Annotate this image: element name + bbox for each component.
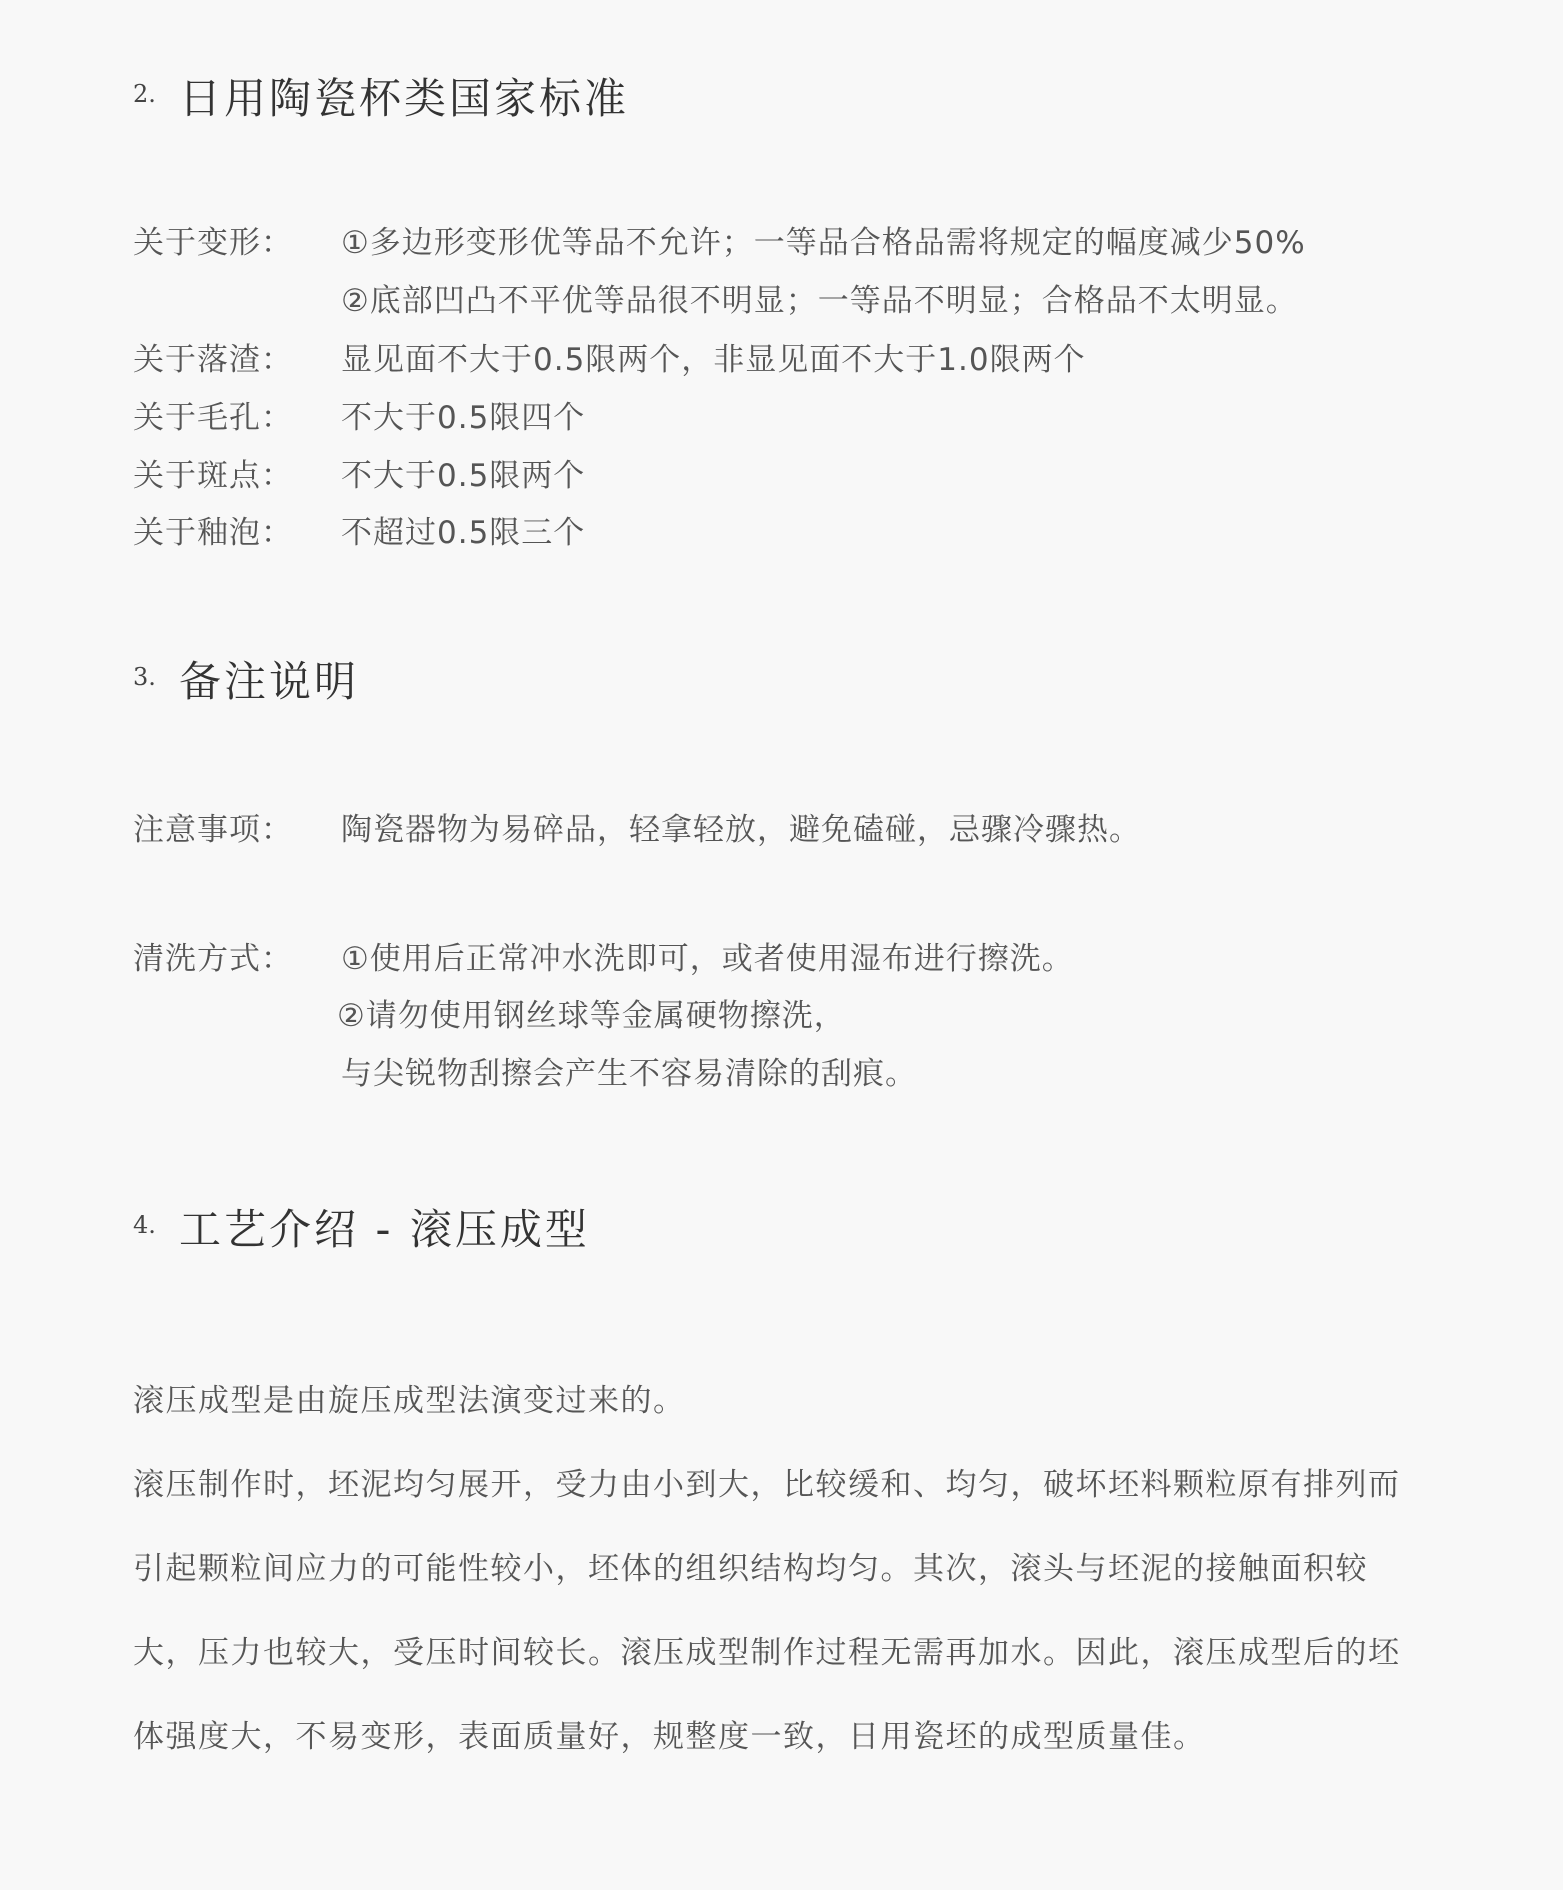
section-2-title: 日用陶瓷杯类国家标准 xyxy=(179,74,630,123)
notice-row xyxy=(133,812,1141,848)
spec-value-deformation-line-1: ①多边形变形优等品不允许；一等品合格品需将规定的幅度减少50% xyxy=(341,225,1306,261)
spec-value-glaze-bubbles: 不超过0.5限三个 xyxy=(341,515,586,551)
spec-label-slag: 关于落渣： xyxy=(133,342,293,378)
cleaning-line-2: ②请勿使用钢丝球等金属硬物擦洗， xyxy=(337,998,846,1034)
spec-row-spots xyxy=(133,458,586,494)
section-2-number: 2. xyxy=(133,80,156,108)
section-4-title: 工艺介绍 - 滚压成型 xyxy=(179,1205,590,1254)
spec-row-deformation xyxy=(133,225,1306,261)
process-paragraph-line-3: 引起颗粒间应力的可能性较小，坯体的组织结构均匀。其次，滚头与坯泥的接触面积较 xyxy=(133,1551,1368,1587)
spec-label-pores: 关于毛孔： xyxy=(133,400,293,436)
spec-label-deformation: 关于变形： xyxy=(133,225,293,261)
section-4-number: 4. xyxy=(133,1211,156,1239)
process-paragraph-line-5: 体强度大，不易变形，表面质量好，规整度一致，日用瓷坯的成型质量佳。 xyxy=(133,1719,1206,1755)
spec-label-spots: 关于斑点： xyxy=(133,458,293,494)
spec-value-deformation-line-2: ②底部凹凸不平优等品很不明显；一等品不明显；合格品不太明显。 xyxy=(341,283,1298,319)
section-3-heading xyxy=(133,657,360,706)
section-3-title: 备注说明 xyxy=(179,657,360,706)
cleaning-label: 清洗方式： xyxy=(133,941,293,977)
process-paragraph-line-2: 滚压制作时，坯泥均匀展开，受力由小到大，比较缓和、均匀，破坏坯料颗粒原有排列而 xyxy=(133,1467,1401,1503)
notice-value: 陶瓷器物为易碎品，轻拿轻放，避免磕碰，忌骤冷骤热。 xyxy=(341,812,1141,848)
spec-row-pores xyxy=(133,400,586,436)
spec-value-pores: 不大于0.5限四个 xyxy=(341,400,586,436)
spec-label-glaze-bubbles: 关于釉泡： xyxy=(133,515,293,551)
notice-label: 注意事项： xyxy=(133,812,293,848)
process-paragraph-line-4: 大，压力也较大，受压时间较长。滚压成型制作过程无需再加水。因此，滚压成型后的坯 xyxy=(133,1635,1401,1671)
spec-row-glaze-bubbles xyxy=(133,515,586,551)
cleaning-line-1: ①使用后正常冲水洗即可，或者使用湿布进行擦洗。 xyxy=(341,941,1074,977)
spec-row-slag xyxy=(133,342,1086,378)
section-3-number: 3. xyxy=(133,663,156,691)
process-paragraph-line-1: 滚压成型是由旋压成型法演变过来的。 xyxy=(133,1383,686,1419)
section-2-heading xyxy=(133,74,630,123)
spec-value-slag: 显见面不大于0.5限两个，非显见面不大于1.0限两个 xyxy=(341,342,1086,378)
cleaning-row xyxy=(133,941,1074,977)
section-4-heading xyxy=(133,1205,590,1254)
spec-value-spots: 不大于0.5限两个 xyxy=(341,458,586,494)
cleaning-line-3: 与尖锐物刮擦会产生不容易清除的刮痕。 xyxy=(341,1056,917,1092)
